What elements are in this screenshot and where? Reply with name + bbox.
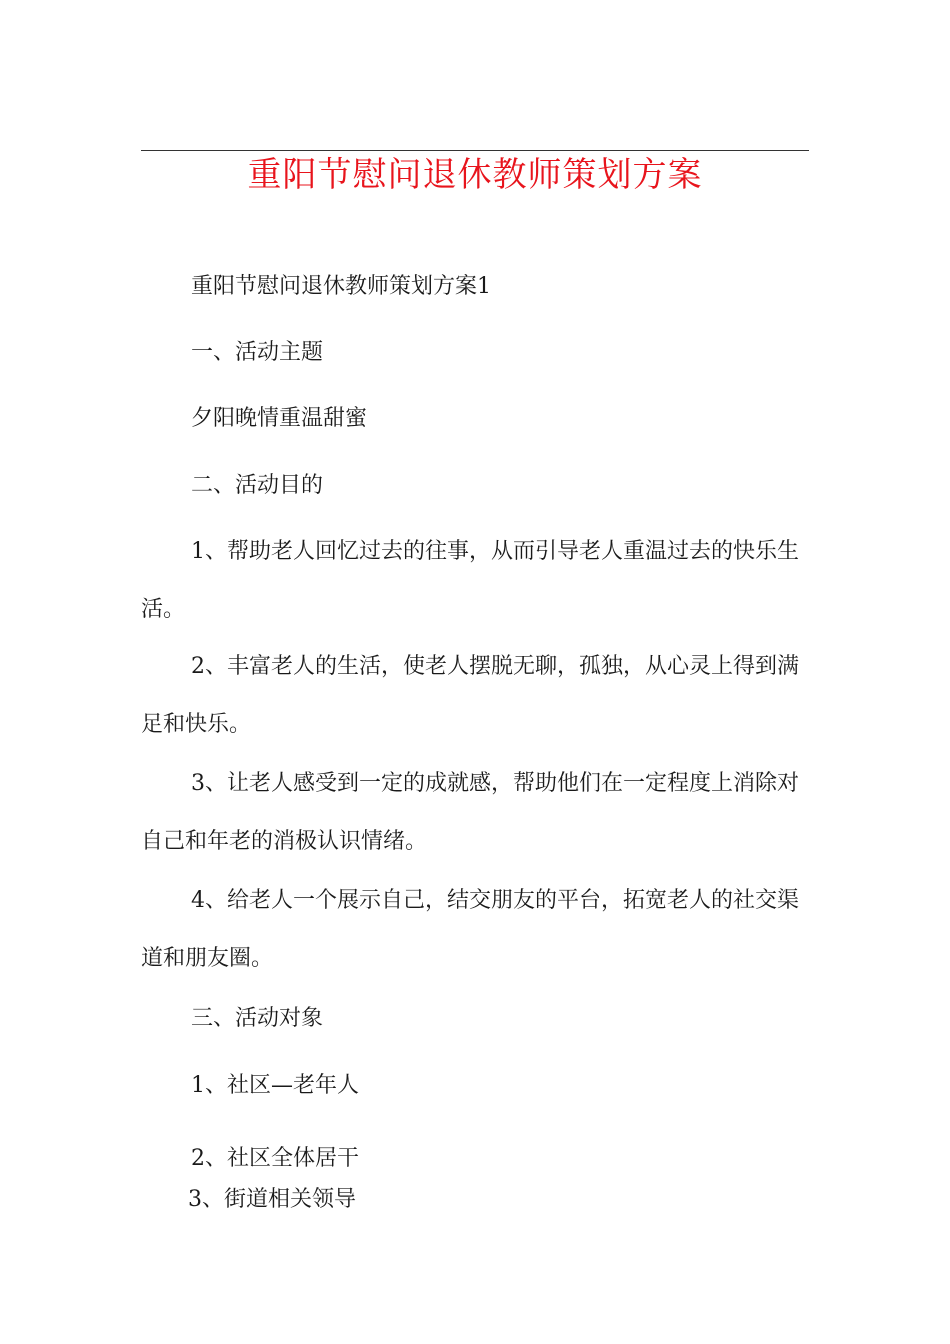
header-rule — [141, 150, 809, 151]
target-item-2: 2、社区全体居干 — [191, 1146, 359, 1171]
purpose-item-3: 3、让老人感受到一定的成就感，帮助他们在一定程度上消除对自己和年老的消极认识情绪。 — [141, 771, 799, 854]
purpose-item-2: 2、丰富老人的生活，使老人摆脱无聊，孤独，从心灵上得到满足和快乐。 — [141, 654, 799, 737]
target-heading: 三、活动对象 — [191, 1006, 324, 1031]
document-title: 重阳节慰问退休教师策划方案 — [247, 155, 703, 195]
target-item-3: 3、街道相关领导 — [188, 1187, 356, 1212]
purpose-heading: 二、活动目的 — [191, 473, 324, 498]
target-item-1: 1、社区—老年人 — [191, 1073, 359, 1098]
purpose-item-4: 4、给老人一个展示自己，结交朋友的平台，拓宽老人的社交渠道和朋友圈。 — [141, 888, 799, 971]
purpose-item-1: 1、帮助老人回忆过去的往事，从而引导老人重温过去的快乐生活。 — [141, 539, 799, 622]
section-heading: 重阳节慰问退休教师策划方案1 — [191, 274, 491, 299]
theme-heading: 一、活动主题 — [191, 340, 324, 365]
theme-text: 夕阳晚情重温甜蜜 — [191, 406, 368, 431]
